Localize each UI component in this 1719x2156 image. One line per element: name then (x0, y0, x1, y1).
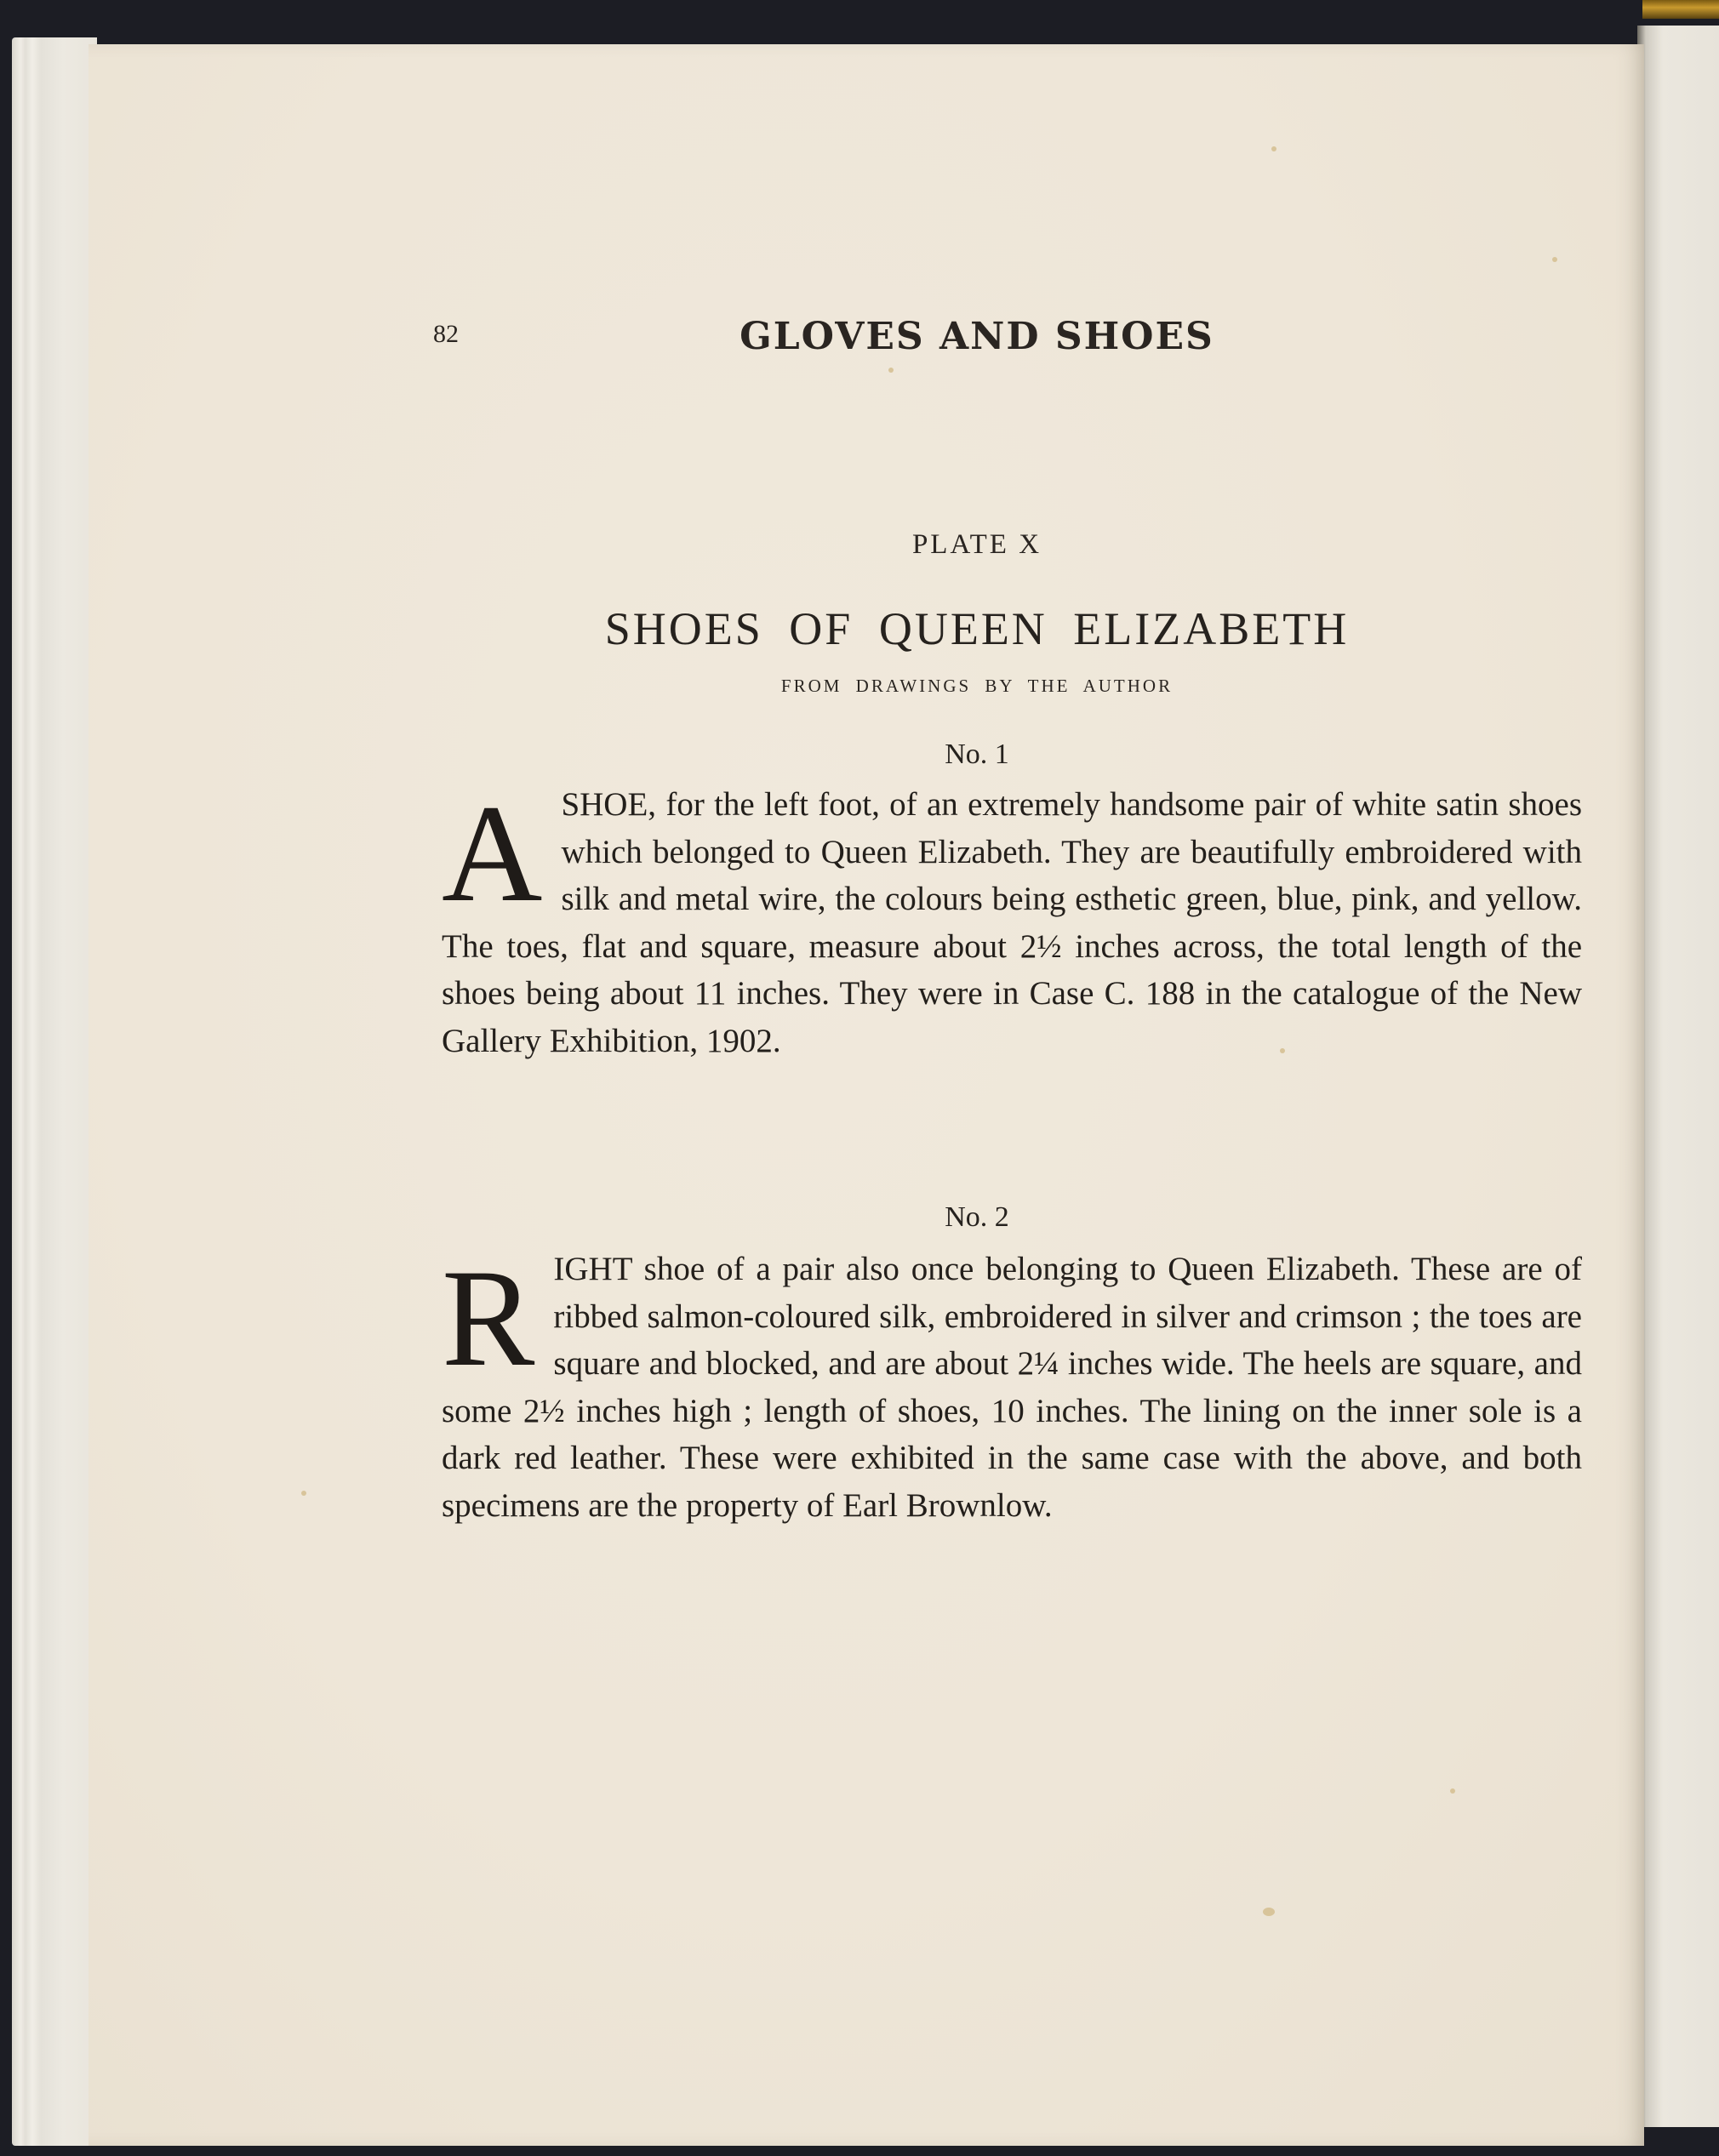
page-title: SHOES OF QUEEN ELIZABETH (604, 603, 1350, 654)
book-page (89, 44, 1644, 2146)
page-number: 82 (433, 320, 459, 348)
entry-no-1 (442, 777, 1582, 1064)
section-label-no-2: No. 2 (945, 1201, 1009, 1233)
page-subtitle: FROM DRAWINGS BY THE AUTHOR (780, 676, 1174, 696)
running-title: GLOVES AND SHOES (740, 315, 1214, 358)
gilt-edge (1642, 0, 1719, 19)
entry-no-2 (442, 1241, 1582, 1529)
drop-cap: R (442, 1241, 535, 1395)
entry-text: SHOE, for the left foot, of an extremely handsome pair of white satin shoes which belonged to Queen Elizabeth. They are beautifully embroidered with silk and metal wire, the colours being esthetic green, blue, pink, and yellow. The toes, flat and square, measure about 2½ inches across, the total length of the shoes being about 11 inches. They were in Case C. 188 in the catalogue of the New Gallery Exhibition, 1902. (442, 786, 1582, 1059)
running-head (89, 315, 1644, 357)
book-page-edges (12, 37, 97, 2146)
drop-cap: A (442, 777, 543, 931)
section-label-no-1: No. 1 (945, 739, 1009, 770)
entry-text: IGHT shoe of a pair also once belonging to Queen Elizabeth. These are of ribbed salmon-coloured silk, embroidered in silver and crimson ; the toes are square and blocked, and are about 2¼ inches wide. The heels are square, and some 2½ inches high ; length of shoes, 10 inches. The lining on the inner sole is a dark red leather. These were exhibited in the same case with the above, and both specimens are the property of Earl Brownlow. (442, 1251, 1582, 1524)
plate-label: PLATE X (911, 529, 1042, 560)
